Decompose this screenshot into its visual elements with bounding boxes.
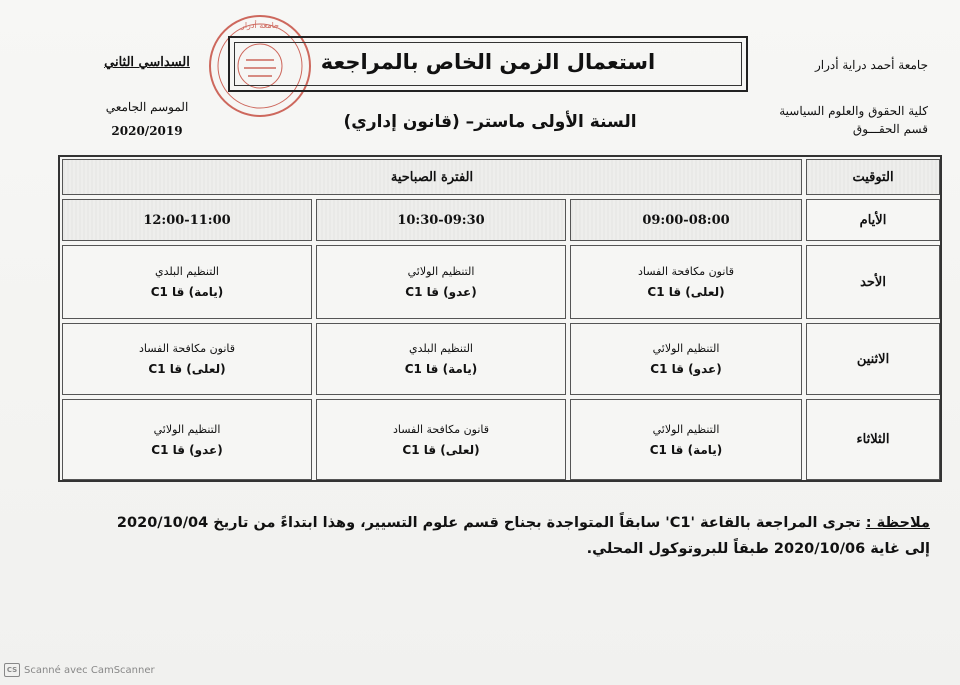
- time-slot-2: 10:30-09:30: [316, 199, 566, 241]
- course-name: التنظيم الولائي: [652, 422, 720, 436]
- room-info: (لعلى) قا C1: [148, 362, 226, 376]
- day-monday: الاثنين: [806, 323, 940, 395]
- table-cell: [62, 399, 312, 480]
- page-subtitle: السنة الأولى ماستر– (قانون إداري): [343, 112, 637, 132]
- table-cell: [570, 323, 802, 395]
- table-cell: [316, 245, 566, 319]
- table-cell: [316, 399, 566, 480]
- timing-header: التوقيت: [806, 159, 940, 195]
- room-info: (يامة) قا C1: [649, 442, 723, 457]
- days-header: الأيام: [806, 199, 940, 241]
- department-name: قسم الحقـــوق: [852, 122, 928, 136]
- table-cell: [62, 323, 312, 395]
- room-info: (عدو) قا C1: [405, 285, 477, 299]
- course-name: قانون مكافحة الفساد: [392, 422, 490, 436]
- course-name: التنظيم الولائي: [407, 265, 475, 278]
- course-name: التنظيم البلدي: [155, 265, 219, 278]
- time-slot-3: 12:00-11:00: [62, 199, 312, 241]
- note-text-1: تجرى المراجعة بالقاعة 'C1' سابقاً المتواجدة بجناح قسم علوم التسيير، وهذا ابتداءً من تاريخ 2020/10/04: [116, 515, 861, 531]
- camscanner-logo-icon: CS: [4, 663, 20, 677]
- room-info: (لعلى) قا C1: [402, 442, 480, 457]
- room-info: (عدو) قا C1: [650, 362, 722, 376]
- scanner-watermark: [4, 663, 155, 677]
- table-cell: [316, 323, 566, 395]
- scanner-text: Scanné avec CamScanner: [24, 664, 155, 676]
- room-info: (يامة) قا C1: [150, 285, 224, 299]
- room-info: (عدو) قا C1: [151, 442, 223, 457]
- title-box: [228, 36, 748, 92]
- course-name: قانون مكافحة الفساد: [138, 342, 236, 355]
- day-tuesday: الثلاثاء: [806, 399, 940, 480]
- room-info: (لعلى) قا C1: [647, 285, 725, 299]
- course-name: قانون مكافحة الفساد: [637, 265, 735, 278]
- table-cell: [62, 245, 312, 319]
- table-cell: [570, 399, 802, 480]
- note-label: ملاحظة :: [865, 515, 930, 531]
- academic-year: 2020/2019: [111, 124, 183, 138]
- room-info: (يامة) قا C1: [404, 362, 478, 376]
- course-name: التنظيم الولائي: [652, 342, 720, 355]
- time-slot-1: 09:00-08:00: [570, 199, 802, 241]
- period-header: الفترة الصباحية: [62, 159, 802, 195]
- page-title: استعمال الزمن الخاص بالمراجعة: [320, 50, 656, 74]
- season-label: الموسم الجامعي: [105, 100, 189, 114]
- note-text-2: إلى غاية 2020/10/06 طبقاً للبروتوكول المحلي.: [586, 541, 930, 557]
- faculty-name: كلية الحقوق والعلوم السياسية: [779, 104, 928, 118]
- note-line-1: [40, 510, 930, 536]
- day-sunday: الأحد: [806, 245, 940, 319]
- timetable: [58, 155, 942, 482]
- course-name: التنظيم البلدي: [409, 342, 473, 355]
- university-name: جامعة أحمد دراية أدرار: [814, 58, 928, 72]
- course-name: التنظيم الولائي: [153, 422, 221, 436]
- table-cell: [570, 245, 802, 319]
- stamp-text: جامعة أدرار: [240, 21, 280, 30]
- semester-label: السداسي الثاني: [104, 55, 190, 70]
- note-block: [40, 510, 930, 562]
